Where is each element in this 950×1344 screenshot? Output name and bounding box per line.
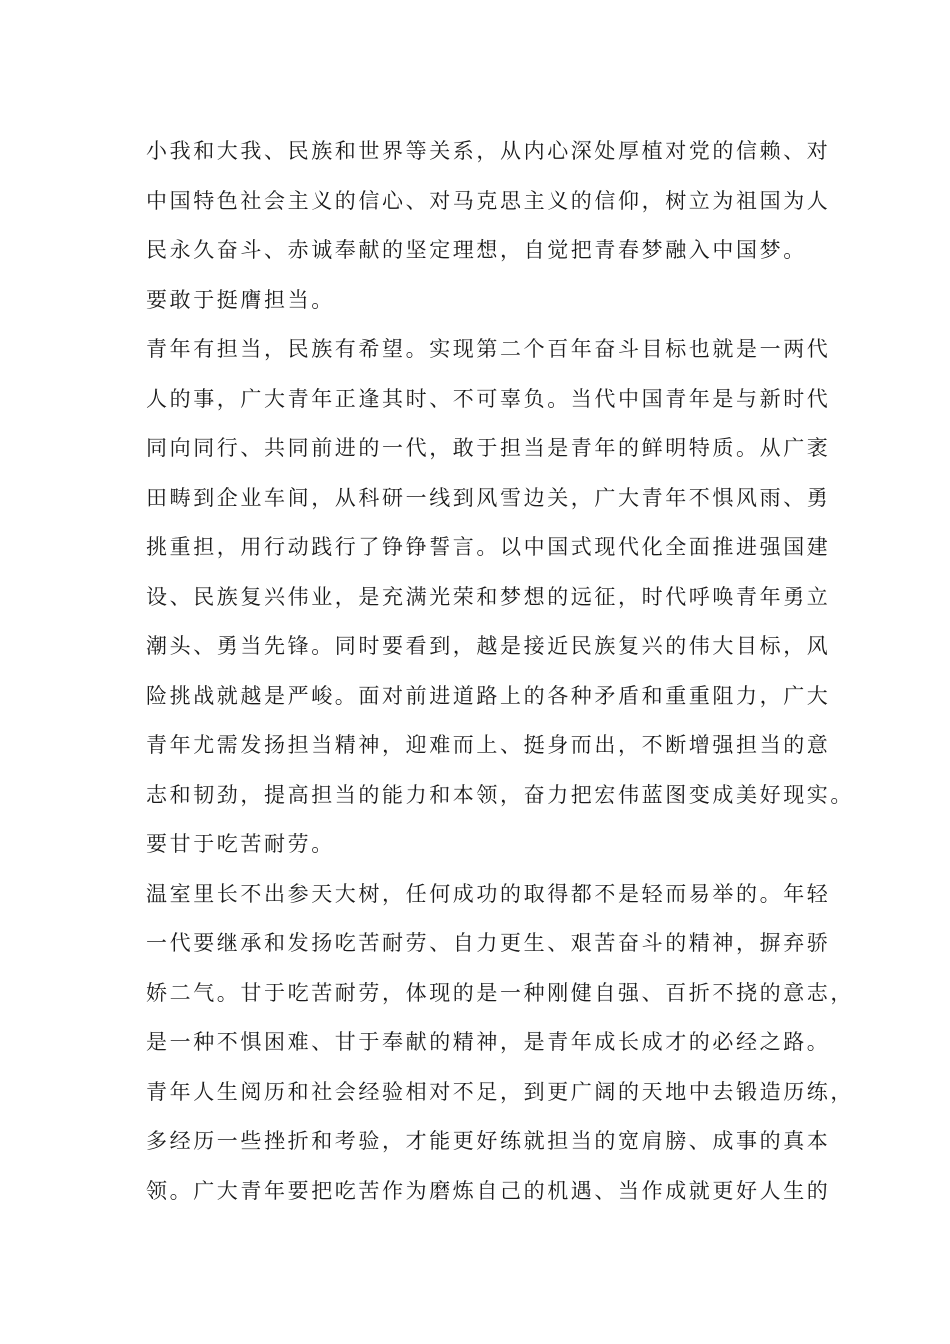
section-heading: 要敢于挺膺担当。 [146, 287, 335, 312]
text-line: 娇二气。甘于吃苦耐劳，体现的是一种刚健自强、百折不挠的意志， [146, 980, 854, 1005]
text-line: 民永久奋斗、赤诚奉献的坚定理想，自觉把青春梦融入中国梦。 [146, 238, 807, 262]
text-line: 青年有担当，民族有希望。实现第二个百年奋斗目标也就是一两代 [146, 337, 831, 361]
text-line: 人的事，广大青年正逢其时、不可辜负。当代中国青年是与新时代 [146, 386, 831, 411]
text-line: 设、民族复兴伟业，是充满光荣和梦想的远征，时代呼唤青年勇立 [146, 584, 831, 609]
text-line: 小我和大我、民族和世界等关系，从内心深处厚植对党的信赖、对 [146, 139, 831, 163]
text-line: 同向同行、共同前进的一代，敢于担当是青年的鲜明特质。从广袤 [146, 436, 831, 460]
text-line: 潮头、勇当先锋。同时要看到，越是接近民族复兴的伟大目标，风 [146, 634, 831, 658]
text-line: 挑重担，用行动践行了铮铮誓言。以中国式现代化全面推进强国建 [146, 535, 831, 559]
text-line: 中国特色社会主义的信心、对马克思主义的信仰，树立为祖国为人 [146, 188, 831, 213]
section-heading: 要甘于吃苦耐劳。 [146, 832, 335, 856]
text-line: 险挑战就越是严峻。面对前进道路上的各种矛盾和重重阻力，广大 [146, 683, 831, 708]
text-line: 青年尤需发扬担当精神，迎难而上、挺身而出，不断增强担当的意 [146, 733, 831, 757]
text-line: 是一种不惧困难、甘于奉献的精神，是青年成长成才的必经之路。 [146, 1030, 831, 1054]
text-line: 志和韧劲，提高担当的能力和本领，奋力把宏伟蓝图变成美好现实。 [146, 782, 854, 807]
text-line: 温室里长不出参天大树，任何成功的取得都不是轻而易举的。年轻 [146, 881, 831, 906]
document-body [146, 127, 854, 1216]
text-line: 青年人生阅历和社会经验相对不足，到更广阔的天地中去锻造历练， [146, 1079, 854, 1104]
text-line: 领。广大青年要把吃苦作为磨炼自己的机遇、当作成就更好人生的 [146, 1178, 831, 1203]
text-line: 田畴到企业车间，从科研一线到风雪边关，广大青年不惧风雨、勇 [146, 485, 831, 510]
text-line: 一代要继承和发扬吃苦耐劳、自力更生、艰苦奋斗的精神，摒弃骄 [146, 931, 831, 955]
text-line: 多经历一些挫折和考验，才能更好练就担当的宽肩膀、成事的真本 [146, 1129, 831, 1153]
